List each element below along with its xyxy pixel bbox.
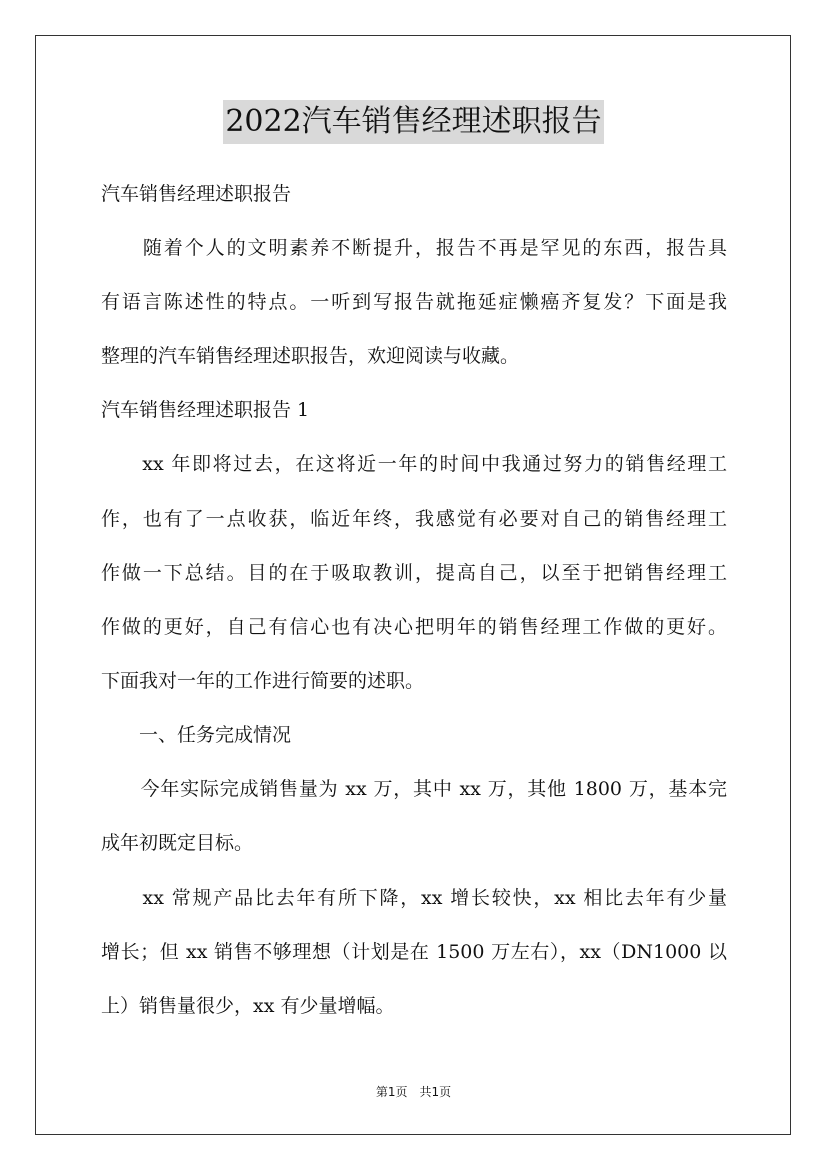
subtitle-line: 汽车销售经理述职报告 — [101, 183, 292, 205]
paragraph-line: 整理的汽车销售经理述职报告，欢迎阅读与收藏。 — [101, 345, 520, 367]
paragraph-line: 随着个人的文明素养不断提升，报告不再是罕见的东西，报告具 — [101, 237, 727, 259]
paragraph-line: 今年实际完成销售量为 xx 万，其中 xx 万，其他 1800 万，基本完 — [101, 778, 727, 800]
paragraph-line: xx 年即将过去，在这将近一年的时间中我通过努力的销售经理工 — [101, 453, 727, 475]
paragraph-line: 增长；但 xx 销售不够理想（计划是在 1500 万左右），xx（DN1000 以 — [101, 941, 727, 963]
subsection-heading: 一、任务完成情况 — [101, 724, 292, 746]
paragraph-line: 有语言陈述性的特点。一听到写报告就拖延症懒癌齐复发？下面是我 — [101, 291, 727, 313]
section-heading: 汽车销售经理述职报告 1 — [101, 399, 310, 421]
paragraph-line: 作，也有了一点收获，临近年终，我感觉有必要对自己的销售经理工 — [101, 508, 727, 530]
paragraph-line: 作做的更好，自己有信心也有决心把明年的销售经理工作做的更好。 — [101, 616, 727, 638]
paragraph-line: xx 常规产品比去年有所下降，xx 增长较快，xx 相比去年有少量 — [101, 887, 727, 909]
paragraph-line: 成年初既定目标。 — [101, 832, 254, 854]
paragraph-line: 下面我对一年的工作进行简要的述职。 — [101, 670, 425, 692]
paragraph-line: 作做一下总结。目的在于吸取教训，提高自己，以至于把销售经理工 — [101, 562, 727, 584]
title-container — [0, 100, 827, 144]
document-title: 2022汽车销售经理述职报告 — [223, 100, 603, 144]
paragraph-line: 上）销售量很少，xx 有少量增幅。 — [101, 995, 395, 1017]
page-footer: 第1页 共1页 — [375, 1085, 452, 1099]
